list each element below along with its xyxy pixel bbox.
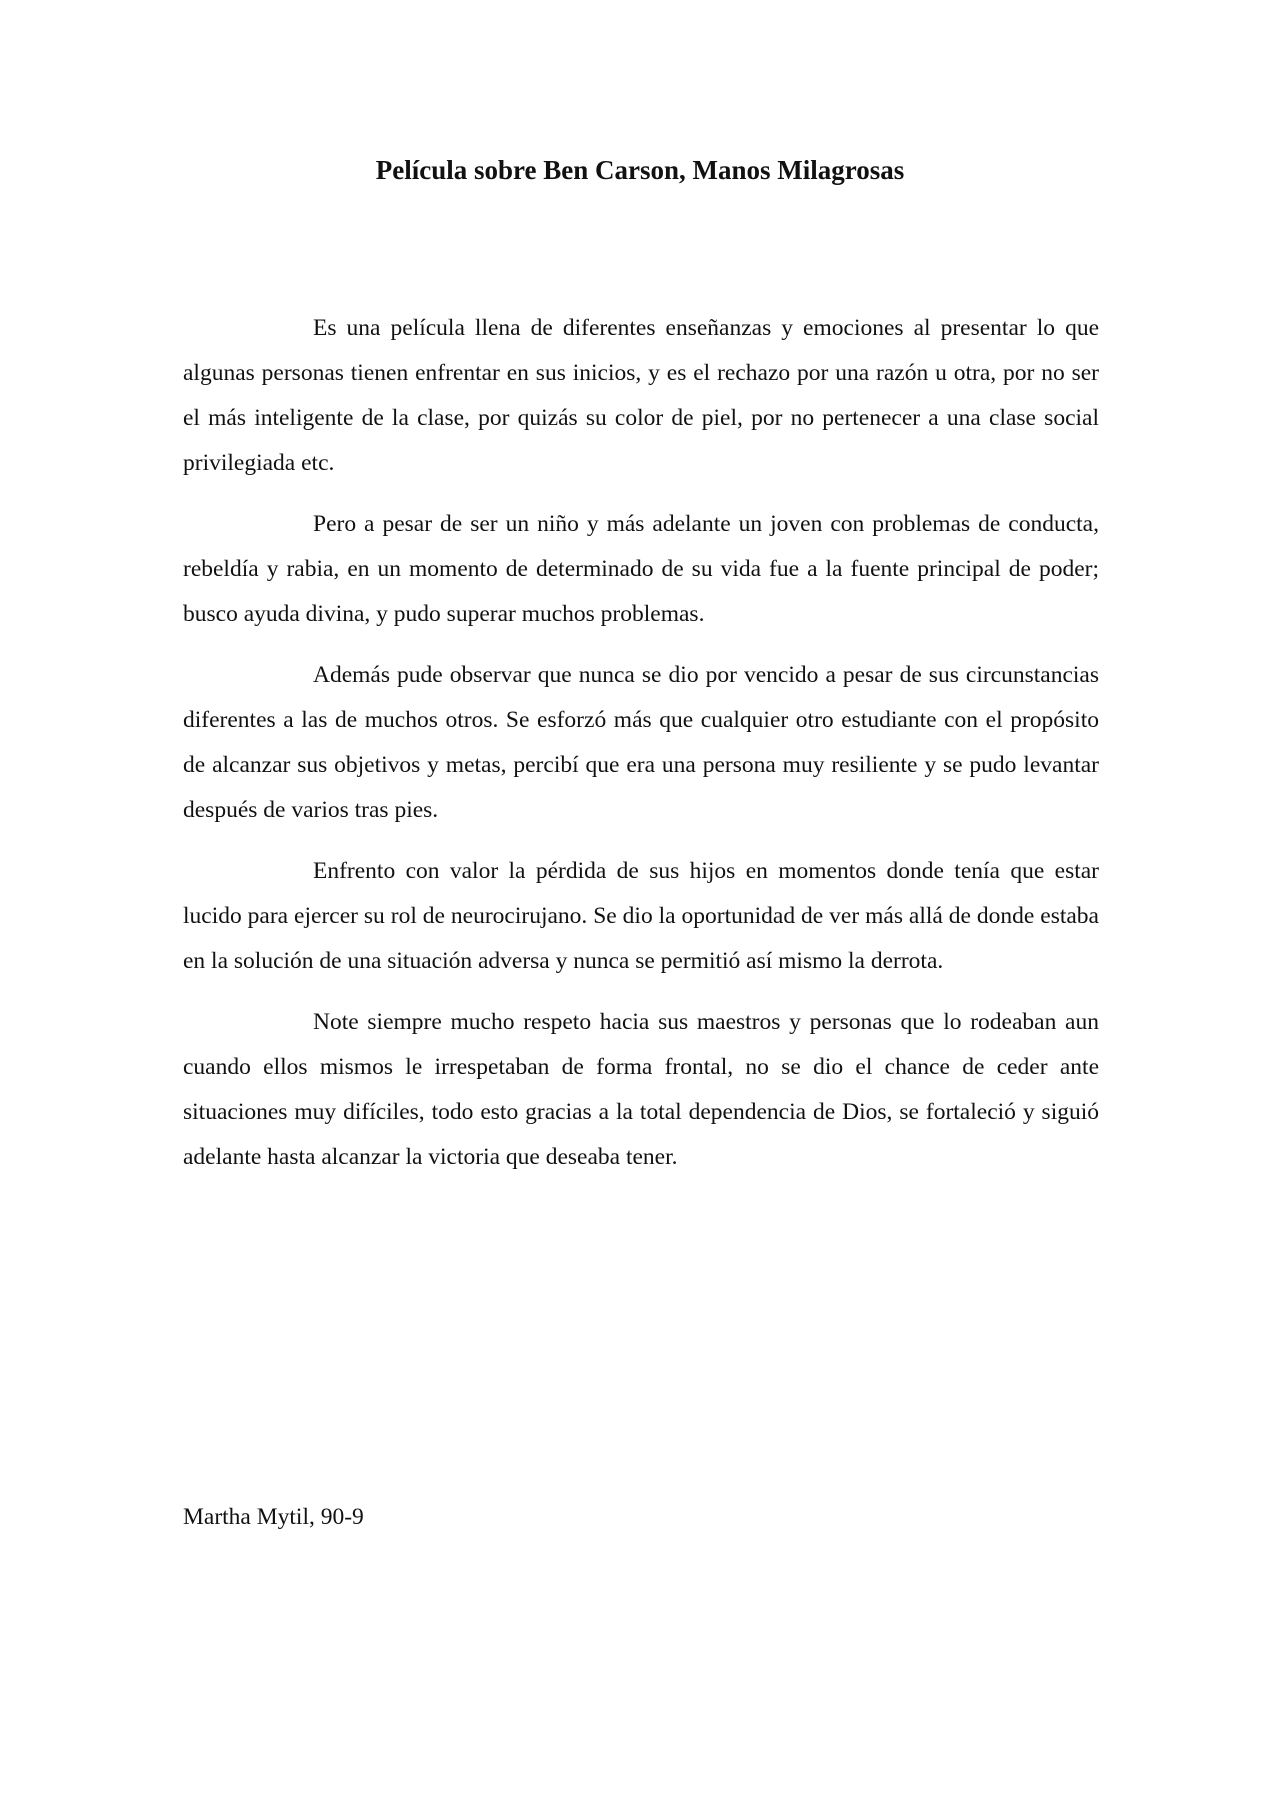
paragraph-4: Enfrento con valor la pérdida de sus hijos en momentos donde tenía que estar lucido para ejercer su rol de neurocirujano. Se dio la oportunidad de ver más allá de donde estaba en la solución de una situación adversa y nunca se permitió así mismo la derrota. [183,858,1099,974]
document-title: Película sobre Ben Carson, Manos Milagrosas [375,155,905,185]
paragraph-3: Además pude observar que nunca se dio por vencido a pesar de sus circunstancias diferentes a las de muchos otros. Se esforzó más que cualquier otro estudiante con el propósito de alcanzar sus objetivos y metas, percibí que era una persona muy resiliente y se pudo levantar después de varios tras pies. [183,662,1099,823]
author-signature: Martha Mytil, 90-9 [183,1504,364,1530]
paragraph-2: Pero a pesar de ser un niño y más adelante un joven con problemas de conducta, rebeldía y rabia, en un momento de determinado de su vida fue a la fuente principal de poder; busco ayuda divina, y pudo superar muchos problemas. [183,511,1099,627]
paragraph-1: Es una película llena de diferentes enseñanzas y emociones al presentar lo que algunas personas tienen enfrentar en sus inicios, y es el rechazo por una razón u otra, por no ser el más inteligente de la clase, por quizás su color de piel, por no pertenecer a una clase social privilegiada etc. [183,315,1099,476]
paragraph-5: Note siempre mucho respeto hacia sus maestros y personas que lo rodeaban aun cuando ellos mismos le irrespetaban de forma frontal, no se dio el chance de ceder ante situaciones muy difíciles, todo esto gracias a la total dependencia de Dios, se fortaleció y siguió adelante hasta alcanzar la victoria que deseaba tener. [183,1009,1099,1170]
document-body [183,306,1099,1196]
